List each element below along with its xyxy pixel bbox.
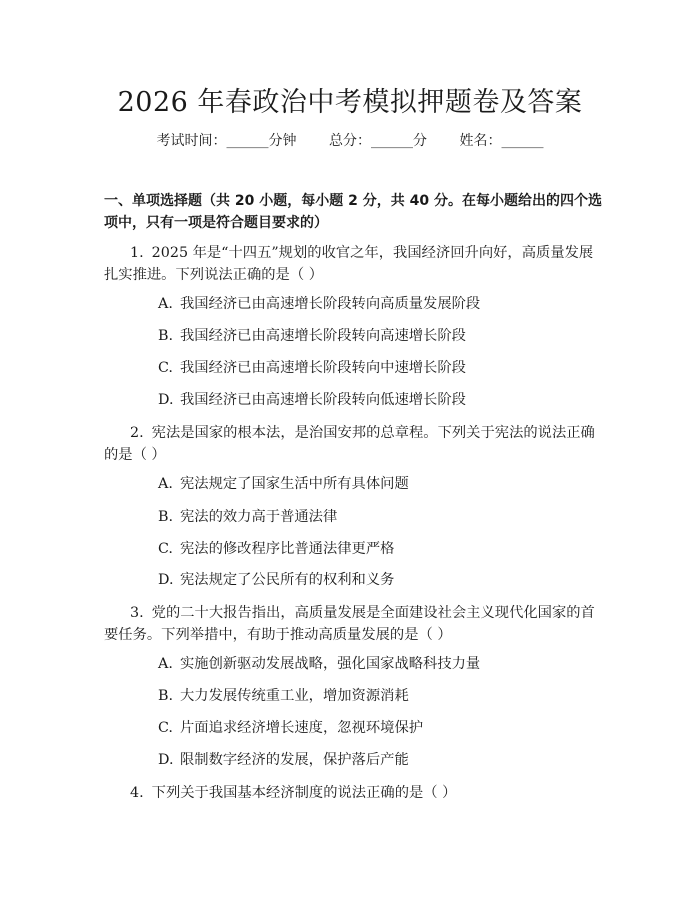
total-score-field: 总分：______分: [329, 133, 427, 149]
page-title: 2026 年春政治中考模拟押题卷及答案: [117, 87, 583, 118]
question-text: 党的二十大报告指出，高质量发展是全面建设社会主义现代化国家的首要任务。下列举措中，有助于推动高质量发展的是（ ）: [104, 605, 595, 643]
question-3-option-d: D. 限制数字经济的发展，保护落后产能: [158, 752, 409, 768]
question-2-option-a: A. 宪法规定了国家生活中所有具体问题: [158, 476, 409, 492]
section-heading: 一、单项选择题（共 20 小题，每小题 2 分，共 40 分。在每小题给出的四个选项中，只有一项是符合题目要求的）: [104, 193, 602, 231]
question-text: 宪法是国家的根本法，是治国安邦的总章程。下列关于宪法的说法正确的是（ ）: [104, 425, 595, 463]
question-1-option-b: B. 我国经济已由高速增长阶段转向高速增长阶段: [158, 328, 466, 344]
question-3-option-c: C. 片面追求经济增长速度，忽视环境保护: [158, 720, 424, 736]
question-2: [104, 422, 604, 466]
question-1-option-a: A. 我国经济已由高速增长阶段转向高质量发展阶段: [158, 296, 481, 312]
question-1: [104, 242, 604, 286]
question-3-option-b: B. 大力发展传统重工业，增加资源消耗: [158, 688, 409, 704]
question-text: 2025 年是“十四五”规划的收官之年，我国经济回升向好，高质量发展扎实推进。下列说法正确的是（ ）: [104, 245, 594, 283]
question-number: 4.: [130, 785, 144, 801]
question-number: 3.: [130, 605, 144, 621]
question-3-option-a: A. 实施创新驱动发展战略，强化国家战略科技力量: [158, 656, 481, 672]
exam-time-field: 考试时间：______分钟: [156, 133, 297, 149]
question-2-option-c: C. 宪法的修改程序比普通法律更严格: [158, 541, 395, 557]
question-2-option-b: B. 宪法的效力高于普通法律: [158, 509, 338, 525]
question-3: [104, 602, 604, 646]
question-1-option-c: C. 我国经济已由高速增长阶段转向中速增长阶段: [158, 360, 466, 376]
question-1-option-d: D. 我国经济已由高速增长阶段转向低速增长阶段: [158, 392, 466, 408]
exam-info-line: [0, 130, 700, 150]
question-2-option-d: D. 宪法规定了公民所有的权利和义务: [158, 572, 395, 588]
question-number: 2.: [130, 425, 144, 441]
student-name-field: 姓名：______: [459, 133, 544, 149]
question-4: [104, 782, 604, 804]
question-text: 下列关于我国基本经济制度的说法正确的是（ ）: [151, 785, 457, 801]
question-number: 1.: [130, 245, 144, 261]
